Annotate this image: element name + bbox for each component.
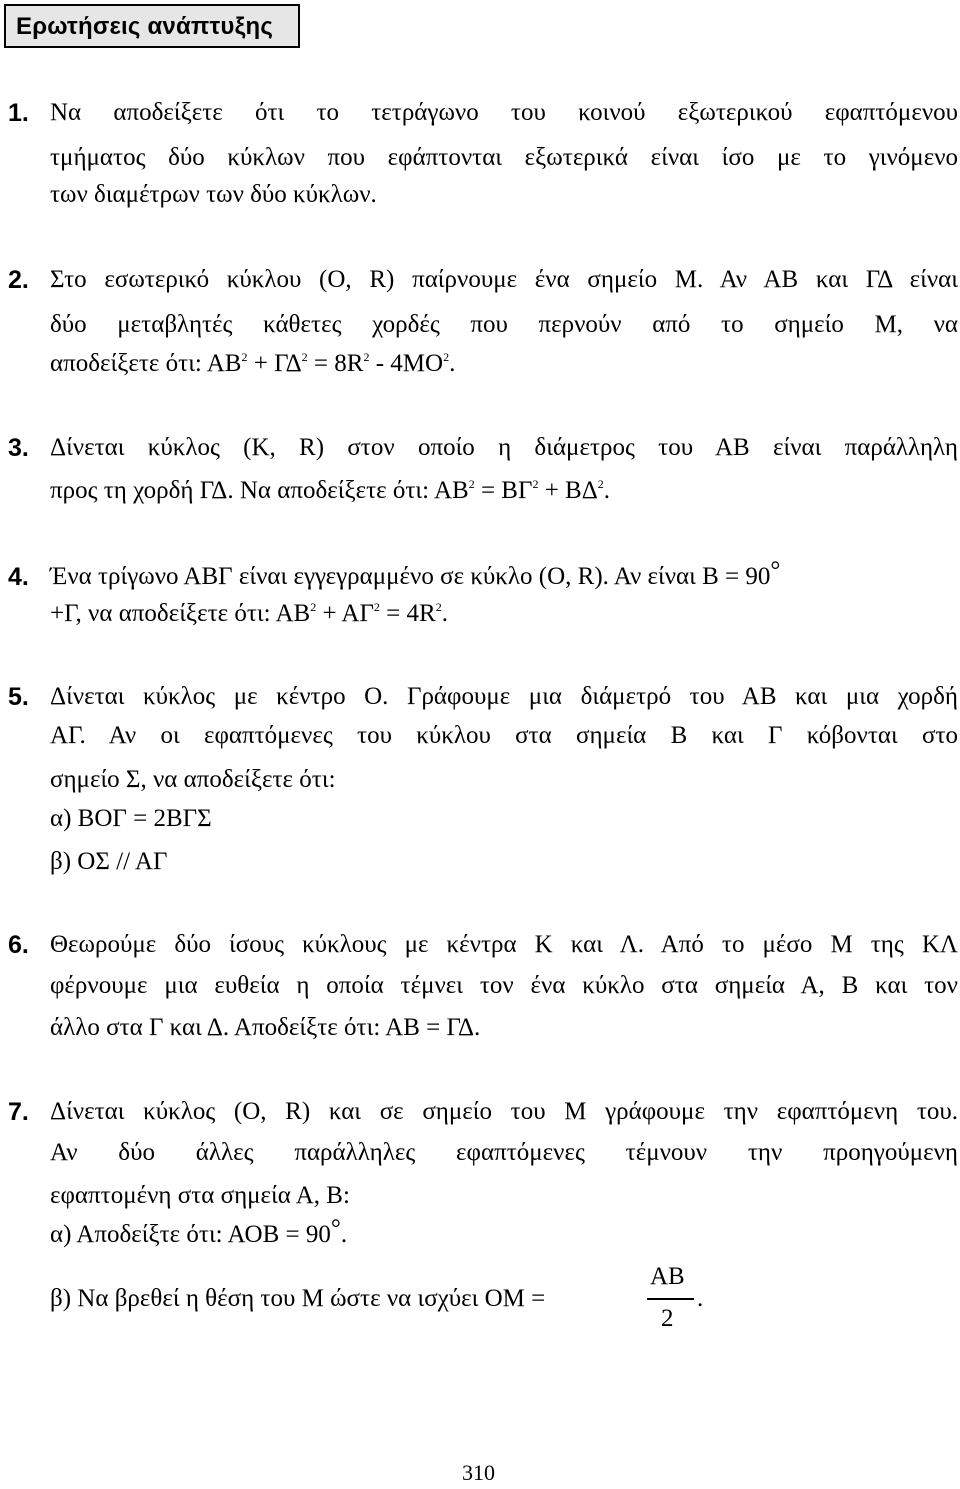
exponent: 2 bbox=[435, 600, 442, 614]
section-heading: Ερωτήσεις ανάπτυξης bbox=[16, 13, 273, 40]
question-3-line-1: Δίνεται κύκλος (Κ, R) στον οποίο η διάμετρος του ΑΒ είναι παράλληλη bbox=[50, 434, 958, 461]
exponent: 2 bbox=[468, 477, 475, 491]
question-5-line-3: σημείο Σ, να αποδείξετε ότι: bbox=[50, 766, 336, 793]
question-5-line-1: Δίνεται κύκλος με κέντρο Ο. Γράφουμε μια διάμετρό του ΑΒ και μια χορδή bbox=[50, 683, 958, 710]
question-2-line-3: αποδείξετε ότι: $AB^2 + \Gamma\Delta^2 = 8R^2 - 4MO^2$. bbox=[50, 350, 456, 377]
question-5-line-4: α) ΒΟΓ = 2ΒΓΣ bbox=[50, 805, 212, 832]
question-4-number: 4. bbox=[8, 563, 29, 591]
degree-symbol: ° bbox=[330, 1215, 341, 1242]
question-1-line-3: των διαμέτρων των δύο κύκλων. bbox=[50, 181, 377, 208]
question-6-line-1: Θεωρούμε δύο ίσους κύκλους με κέντρα Κ και Λ. Από το μέσο Μ της ΚΛ bbox=[50, 931, 958, 958]
question-6-line-3: άλλο στα Γ και Δ. Αποδείξτε ότι: ΑΒ = ΓΔ. bbox=[50, 1014, 481, 1041]
question-1-line-1: Να αποδείξετε ότι το τετράγωνο του κοινού εξωτερικού εφαπτόμενου bbox=[50, 99, 958, 126]
fraction-numerator: ΑΒ bbox=[650, 1263, 685, 1290]
question-3-line-2: προς τη χορδή ΓΔ. Να αποδείξετε ότι: $AB^2 = B\Gamma^2 + B\Delta^2$. bbox=[50, 477, 611, 504]
question-4-line-2: +Γ, να αποδείξετε ότι: $AB^2 + A\Gamma^2 = 4R^2$. bbox=[50, 600, 448, 627]
question-7-line-1: Δίνεται κύκλος (Ο, R) και σε σημείο του Μ γράφουμε την εφαπτόμενη του. bbox=[50, 1098, 958, 1125]
question-2-number: 2. bbox=[8, 266, 29, 294]
question-1-line-2: τμήματος δύο κύκλων που εφάπτονται εξωτερικά είναι ίσο με το γινόμενο bbox=[50, 144, 958, 171]
question-7-number: 7. bbox=[8, 1098, 29, 1126]
fraction-bar bbox=[647, 1298, 694, 1300]
question-2-line-2: δύο μεταβλητές κάθετες χορδές που περνούν από το σημείο Μ, να bbox=[50, 311, 958, 338]
section-heading-box bbox=[4, 4, 300, 48]
question-7-line-5: β) Να βρεθεί η θέση του Μ ώστε να ισχύει ΟΜ = bbox=[50, 1285, 546, 1312]
exponent: 2 bbox=[241, 350, 248, 364]
question-3-number: 3. bbox=[8, 434, 29, 462]
exponent: 2 bbox=[363, 350, 370, 364]
exponent: 2 bbox=[301, 350, 308, 364]
question-7-line-4: α) Αποδείξτε ότι: ΑΟΒ = 90°. bbox=[50, 1215, 348, 1248]
question-1-number: 1. bbox=[8, 99, 29, 127]
question-6-number: 6. bbox=[8, 931, 29, 959]
exponent: 2 bbox=[310, 600, 317, 614]
fraction-end-period: . bbox=[697, 1285, 704, 1312]
exponent: 2 bbox=[597, 477, 604, 491]
exponent: 2 bbox=[373, 600, 380, 614]
question-5-line-5: β) ΟΣ // ΑΓ bbox=[50, 848, 168, 875]
page-number: 310 bbox=[462, 1460, 495, 1485]
question-7-line-2: Αν δύο άλλες παράλληλες εφαπτόμενες τέμνουν την προηγούμενη bbox=[50, 1139, 958, 1166]
question-7-line-3: εφαπτομένη στα σημεία Α, Β: bbox=[50, 1182, 350, 1209]
question-4-line-1: Ένα τρίγωνο ΑΒΓ είναι εγγεγραμμένο σε κύκλο (Ο, R). Αν είναι Β = 90° bbox=[50, 557, 781, 590]
exponent: 2 bbox=[532, 477, 539, 491]
fraction-denominator: 2 bbox=[661, 1305, 674, 1332]
question-5-line-2: ΑΓ. Αν οι εφαπτόμενες του κύκλου στα σημεία Β και Γ κόβονται στο bbox=[50, 722, 958, 749]
question-5-number: 5. bbox=[8, 683, 29, 711]
question-2-line-1: Στο εσωτερικό κύκλου (Ο, R) παίρνουμε ένα σημείο Μ. Αν ΑΒ και ΓΔ είναι bbox=[50, 266, 958, 293]
exponent: 2 bbox=[443, 350, 450, 364]
degree-symbol: ° bbox=[770, 557, 781, 584]
question-6-line-2: φέρνουμε μια ευθεία η οποία τέμνει τον ένα κύκλο στα σημεία Α, Β και τον bbox=[50, 972, 958, 999]
